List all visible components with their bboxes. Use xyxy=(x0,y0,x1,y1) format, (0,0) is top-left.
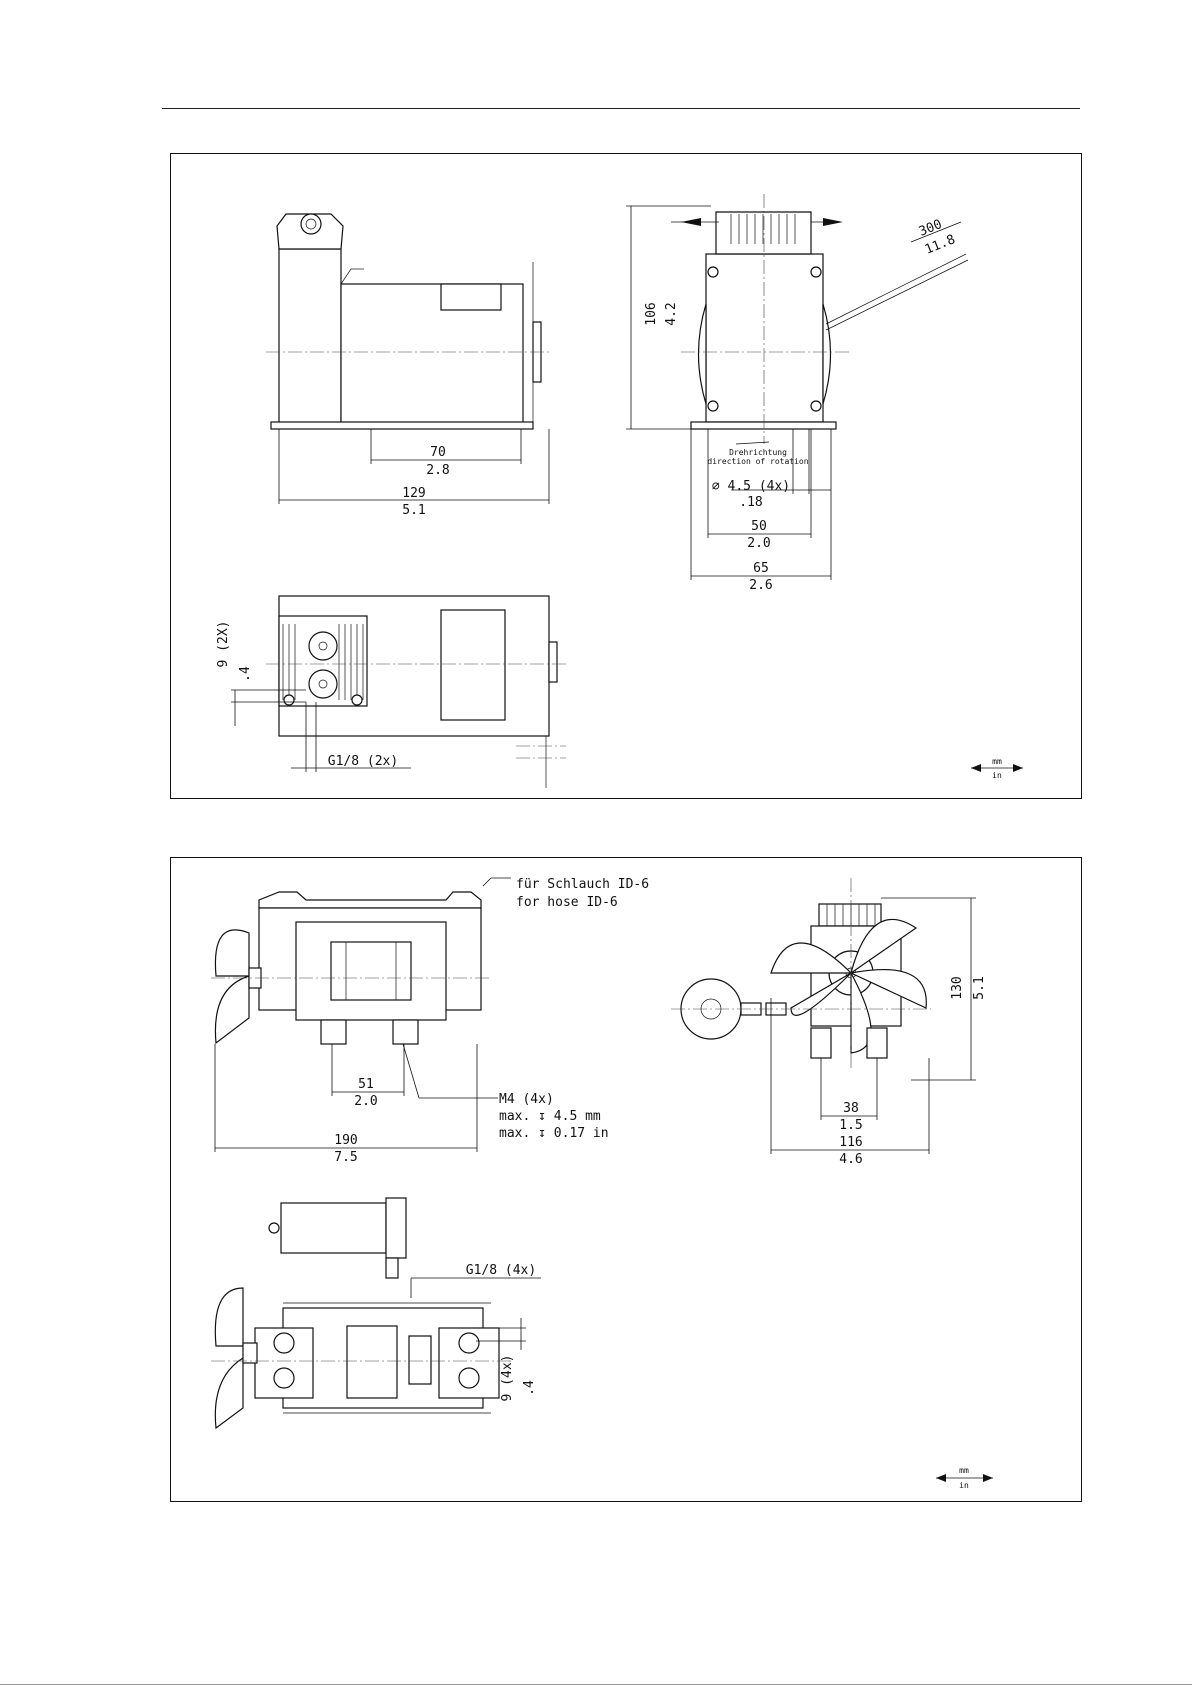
twin-dim-width-in: 4.6 xyxy=(839,1152,863,1167)
side-dim-mount-mm: 70 xyxy=(430,445,446,460)
twin-dim-foot-mm: 38 xyxy=(843,1101,859,1116)
twin-port-offset-mm: 9 (4x) xyxy=(500,1354,515,1402)
front-dim-inner-mm: 50 xyxy=(751,519,767,534)
twin-dim-mount-mm: 51 xyxy=(358,1077,374,1092)
front-dim-height-mm: 106 xyxy=(644,302,659,326)
screw-depth-in: max. ↧ 0.17 in xyxy=(499,1126,609,1141)
hose-label-en: for hose ID-6 xyxy=(516,895,618,910)
twin-thread-label: G1/8 (4x) xyxy=(465,1263,537,1278)
unit-legend xyxy=(971,757,1023,780)
drawing-single-head-svg xyxy=(171,154,1083,800)
twin-dim-height-in: 5.1 xyxy=(972,976,987,1000)
twin-front-view-pump xyxy=(671,878,931,1068)
twin-dim-mount-in: 2.0 xyxy=(354,1094,378,1109)
front-dim-outer-in: 2.6 xyxy=(749,578,773,593)
twin-dim-length-in: 7.5 xyxy=(334,1150,358,1165)
screw-depth-mm: max. ↧ 4.5 mm xyxy=(499,1109,601,1124)
twin-dim-foot-in: 1.5 xyxy=(839,1118,863,1133)
unit-in: in xyxy=(992,771,1002,780)
unit-mm: mm xyxy=(992,757,1002,766)
front-dim-height-in: 4.2 xyxy=(664,302,679,326)
port-thread-label: G1/8 (2x) xyxy=(327,754,399,769)
side-dim-length-in: 5.1 xyxy=(402,503,426,518)
side-view-pump xyxy=(266,214,551,429)
twin-dim-width-mm: 116 xyxy=(839,1135,863,1150)
twin-dim-height-mm: 130 xyxy=(950,976,965,1000)
header-rule xyxy=(162,108,1080,109)
top-view-pump xyxy=(266,596,566,788)
drawing-panel-single-head xyxy=(170,153,1082,799)
twin-dim-length-mm: 190 xyxy=(334,1133,358,1148)
port-offset-in: .4 xyxy=(238,666,253,682)
cable-length-mm: 300 xyxy=(916,217,945,240)
twin-top-view-pump xyxy=(211,1198,511,1428)
hose-label-de: für Schlauch ID-6 xyxy=(516,877,650,892)
side-dim-length-mm: 129 xyxy=(402,486,426,501)
twin-side-view-pump xyxy=(211,892,491,1044)
twin-port-offset-in: .4 xyxy=(522,1380,537,1396)
port-offset-mm: 9 (2X) xyxy=(216,620,231,668)
rotation-label-de: Drehrichtung xyxy=(729,448,787,457)
side-dim-mount-in: 2.8 xyxy=(426,463,450,478)
twin-unit-legend xyxy=(936,1466,993,1490)
front-dim-inner-in: 2.0 xyxy=(747,536,771,551)
mount-hole-mm: ∅ 4.5 (4x) xyxy=(711,479,791,494)
twin-unit-in: in xyxy=(959,1481,969,1490)
screw-label: M4 (4x) xyxy=(499,1092,554,1107)
side-view-dimensions xyxy=(279,429,549,518)
front-dim-outer-mm: 65 xyxy=(753,561,769,576)
mount-hole-in: .18 xyxy=(739,495,763,510)
rotation-label-en: direction of rotation xyxy=(707,457,809,466)
cable-length-in: 11.8 xyxy=(922,232,958,258)
drawing-twin-head-svg xyxy=(171,858,1083,1503)
twin-unit-mm: mm xyxy=(959,1466,969,1475)
drawing-panel-twin-head xyxy=(170,857,1082,1502)
